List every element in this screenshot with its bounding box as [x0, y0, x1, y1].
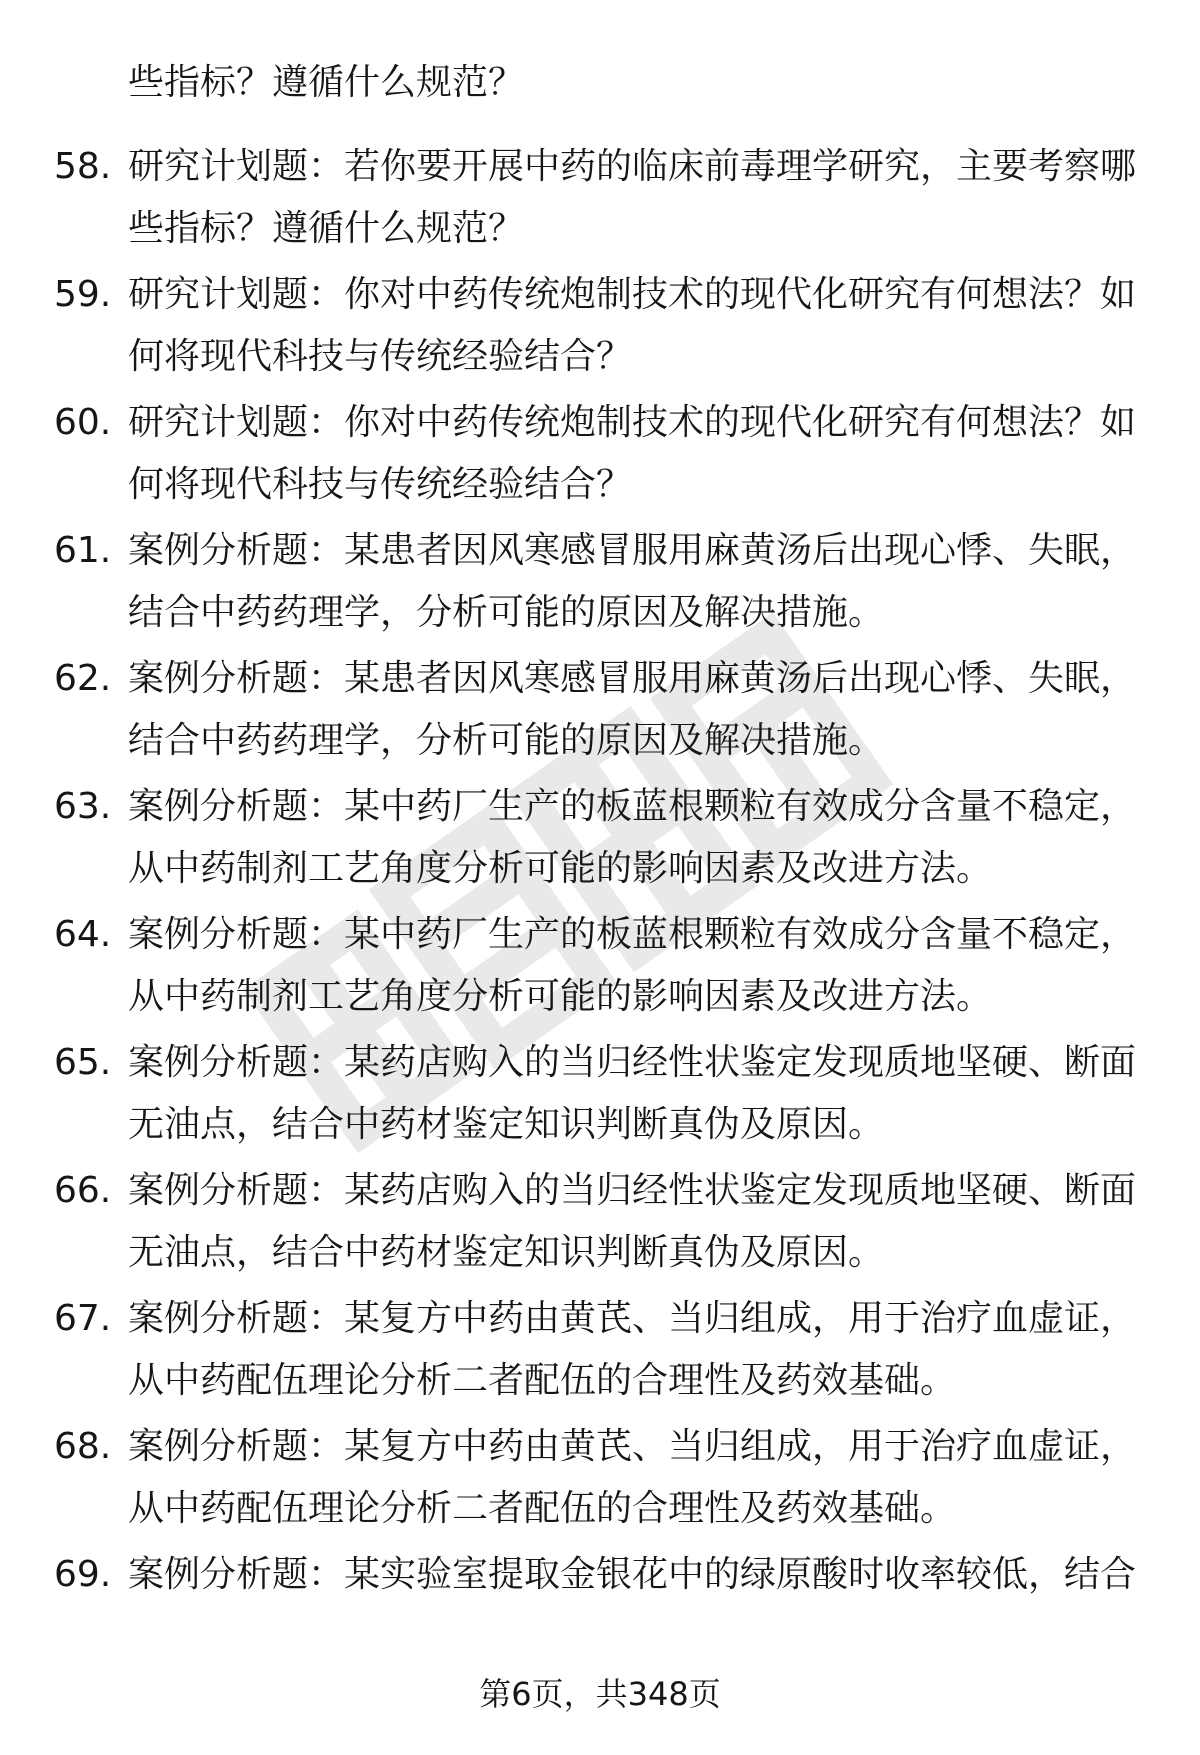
- question-text-line: 结合中药药理学，分析可能的原因及解决措施。: [128, 592, 885, 633]
- question-text: [128, 1160, 1146, 1284]
- question-text: [128, 392, 1146, 516]
- question-item: [0, 648, 1200, 776]
- question-text-line: 无油点，结合中药材鉴定知识判断真伪及原因。: [128, 1232, 885, 1273]
- page-number-footer: 第6页，共348页: [479, 1675, 721, 1713]
- question-text-line: 些指标？遵循什么规范？: [128, 208, 525, 249]
- question-text-line: 案例分析题：某中药厂生产的板蓝根颗粒有效成分含量不稳定，: [128, 786, 1137, 827]
- question-text-line: 结合中药药理学，分析可能的原因及解决措施。: [128, 720, 885, 761]
- question-text-line: 案例分析题：某患者因风寒感冒服用麻黄汤后出现心悸、失眠，: [128, 658, 1137, 699]
- question-number: 66.: [54, 1170, 112, 1211]
- question-item: [0, 776, 1200, 904]
- question-text-line: 从中药制剂工艺角度分析可能的影响因素及改进方法。: [128, 976, 993, 1017]
- question-text-line: 从中药配伍理论分析二者配伍的合理性及药效基础。: [128, 1360, 957, 1401]
- question-number: 60.: [54, 402, 112, 443]
- question-text-line: 何将现代科技与传统经验结合？: [128, 464, 633, 505]
- question-number: 61.: [54, 530, 112, 571]
- question-text-line: 案例分析题：某药店购入的当归经性状鉴定发现质地坚硬、断面: [128, 1170, 1137, 1211]
- question-item: [0, 392, 1200, 520]
- question-text-line: 从中药制剂工艺角度分析可能的影响因素及改进方法。: [128, 848, 993, 889]
- question-text: [128, 264, 1146, 388]
- question-item: [0, 1032, 1200, 1160]
- question-number: 63.: [54, 786, 112, 827]
- question-text-line: 研究计划题：你对中药传统炮制技术的现代化研究有何想法？如: [128, 274, 1137, 315]
- question-item: [0, 1160, 1200, 1288]
- question-number: 59.: [54, 274, 112, 315]
- question-text: [128, 648, 1146, 772]
- question-item: [0, 1544, 1200, 1672]
- question-text: [128, 1288, 1146, 1412]
- question-number: 68.: [54, 1426, 112, 1467]
- question-text-line: 从中药配伍理论分析二者配伍的合理性及药效基础。: [128, 1488, 957, 1529]
- question-item: [0, 136, 1200, 264]
- question-text-line: 案例分析题：某复方中药由黄芪、当归组成，用于治疗血虚证，: [128, 1426, 1137, 1467]
- question-item: [0, 904, 1200, 1032]
- question-number: 58.: [54, 146, 112, 187]
- question-text: [128, 776, 1146, 900]
- question-item: [0, 520, 1200, 648]
- question-number: 65.: [54, 1042, 112, 1083]
- question-list: [0, 136, 1200, 1672]
- question-number: 64.: [54, 914, 112, 955]
- question-number: 69.: [54, 1554, 112, 1595]
- question-item: [0, 1416, 1200, 1544]
- question-text: [128, 520, 1146, 644]
- question-text: [128, 1544, 1146, 1606]
- question-text-line: 案例分析题：某中药厂生产的板蓝根颗粒有效成分含量不稳定，: [128, 914, 1137, 955]
- question-text-line: 案例分析题：某复方中药由黄芪、当归组成，用于治疗血虚证，: [128, 1298, 1137, 1339]
- question-text: [128, 136, 1146, 260]
- question-number: 62.: [54, 658, 112, 699]
- question-text-line: 何将现代科技与传统经验结合？: [128, 336, 633, 377]
- question-text-line: 研究计划题：若你要开展中药的临床前毒理学研究，主要考察哪: [128, 146, 1137, 187]
- question-text-line: 案例分析题：某患者因风寒感冒服用麻黄汤后出现心悸、失眠，: [128, 530, 1137, 571]
- question-text: [128, 904, 1146, 1028]
- question-number: 67.: [54, 1298, 112, 1339]
- question-text-line: 案例分析题：某药店购入的当归经性状鉴定发现质地坚硬、断面: [128, 1042, 1137, 1083]
- question-text-line: 无油点，结合中药材鉴定知识判断真伪及原因。: [128, 1104, 885, 1145]
- question-item: [0, 264, 1200, 392]
- question-text: [128, 1032, 1146, 1156]
- question-item: [0, 1288, 1200, 1416]
- continuation-line: 些指标？遵循什么规范？: [128, 62, 525, 103]
- question-text-line: 研究计划题：你对中药传统炮制技术的现代化研究有何想法？如: [128, 402, 1137, 443]
- question-text-line: 案例分析题：某实验室提取金银花中的绿原酸时收率较低，结合: [128, 1554, 1137, 1595]
- question-text: [128, 1416, 1146, 1540]
